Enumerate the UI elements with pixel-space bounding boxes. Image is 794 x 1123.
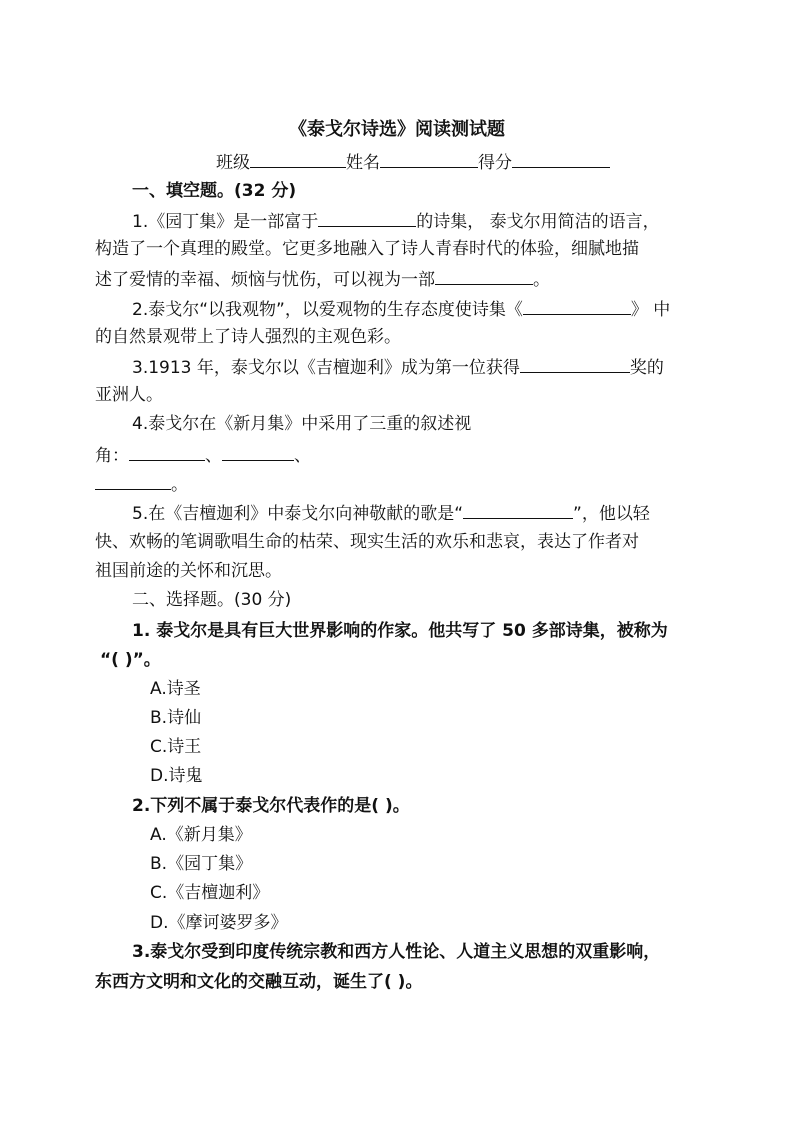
s2-q1-option-a[interactable]: A.诗圣 (150, 679, 201, 699)
s2-q1-option-c[interactable]: C.诗王 (150, 737, 202, 757)
s1-q3-blank[interactable] (520, 355, 630, 373)
s1-q2-blank[interactable] (523, 297, 631, 315)
s1-q1-blank1[interactable] (318, 209, 416, 227)
s1-q3-text-a: 3.1913 年，泰戈尔以《吉檀迦利》成为第一位获得 (132, 358, 520, 378)
s1-q5-blank[interactable] (463, 501, 573, 519)
s1-q1-text-b: 的诗集， 泰戈尔用简洁的语言， (416, 212, 660, 232)
s2-q1-option-b[interactable]: B.诗仙 (150, 708, 202, 728)
class-label: 班级 (216, 153, 250, 173)
s1-q3-line1 (132, 355, 664, 379)
s1-q5-line3: 祖国前途的关怀和沉思。 (95, 561, 282, 581)
s1-q2-text-a: 2.泰戈尔“以我观物”，以爱观物的生存态度使诗集《 (132, 300, 523, 320)
name-blank[interactable] (380, 150, 478, 168)
s2-q3-line2: 东西方文明和文化的交融互动，诞生了( )。 (95, 972, 423, 992)
class-blank[interactable] (250, 150, 346, 168)
s1-q2-line1 (132, 297, 670, 321)
page-title: 《泰戈尔诗选》阅读测试题 (289, 119, 505, 140)
s2-q1-option-d[interactable]: D.诗鬼 (150, 766, 203, 786)
section-2-heading: 二、选择题。(30 分) (132, 590, 292, 610)
s1-q4-line2 (95, 443, 311, 467)
score-blank[interactable] (512, 150, 610, 168)
s2-q1-line1: 1. 泰戈尔是具有巨大世界影响的作家。他共写了 50 多部诗集，被称为 (132, 621, 668, 641)
s1-q4-sep1: 、 (205, 446, 222, 466)
s1-q2-text-b: 》 中 (630, 300, 671, 320)
s2-q2-option-a[interactable]: A.《新月集》 (150, 825, 252, 845)
s1-q1-text-a: 1.《园丁集》是一部富于 (132, 212, 319, 232)
s1-q3-line2: 亚洲人。 (95, 385, 163, 405)
s1-q5-line1 (132, 501, 650, 525)
s1-q4-line3 (95, 472, 188, 496)
s1-q4-blank2[interactable] (222, 443, 294, 461)
s2-q2-option-d[interactable]: D.《摩诃婆罗多》 (150, 913, 288, 933)
section-1-heading: 一、填空题。(32 分) (132, 181, 297, 201)
s1-q3-text-b: 奖的 (629, 358, 664, 378)
s2-q3-line1: 3.泰戈尔受到印度传统宗教和西方人性论、人道主义思想的双重影响， (132, 942, 661, 962)
score-label: 得分 (478, 153, 512, 173)
header-fields (216, 150, 610, 174)
s1-q4-text-end: 。 (171, 475, 188, 495)
s1-q1-blank2[interactable] (435, 267, 533, 285)
s1-q5-line2: 快、欢畅的笔调歌唱生命的枯荣、现实生活的欢乐和悲哀，表达了作者对 (95, 532, 639, 552)
s2-q2-line1: 2.下列不属于泰戈尔代表作的是( )。 (132, 796, 410, 816)
name-label: 姓名 (346, 153, 380, 173)
s1-q5-text-b: ”，他以轻 (573, 504, 650, 524)
s2-q1-line2: “( )”。 (100, 650, 161, 670)
s1-q4-line1: 4.泰戈尔在《新月集》中采用了三重的叙述视 (132, 414, 472, 434)
s2-q2-option-b[interactable]: B.《园丁集》 (150, 854, 253, 874)
s1-q1-line1 (132, 209, 660, 233)
s1-q4-blank3[interactable] (95, 472, 171, 490)
s1-q2-line2: 的自然景观带上了诗人强烈的主观色彩。 (95, 327, 401, 347)
s2-q2-option-c[interactable]: C.《吉檀迦利》 (150, 883, 270, 903)
s1-q5-text-a: 5.在《吉檀迦利》中泰戈尔向神敬献的歌是“ (132, 504, 464, 524)
s1-q4-blank1[interactable] (129, 443, 205, 461)
s1-q1-line3 (95, 267, 550, 291)
s1-q1-text-d: 。 (533, 270, 550, 290)
s1-q4-text-a: 角： (95, 446, 129, 466)
s1-q1-text-c: 述了爱情的幸福、烦恼与忧伤，可以视为一部 (95, 270, 435, 290)
s1-q4-sep2: 、 (294, 446, 311, 466)
s1-q1-line2: 构造了一个真理的殿堂。它更多地融入了诗人青春时代的体验，细腻地描 (95, 239, 639, 259)
